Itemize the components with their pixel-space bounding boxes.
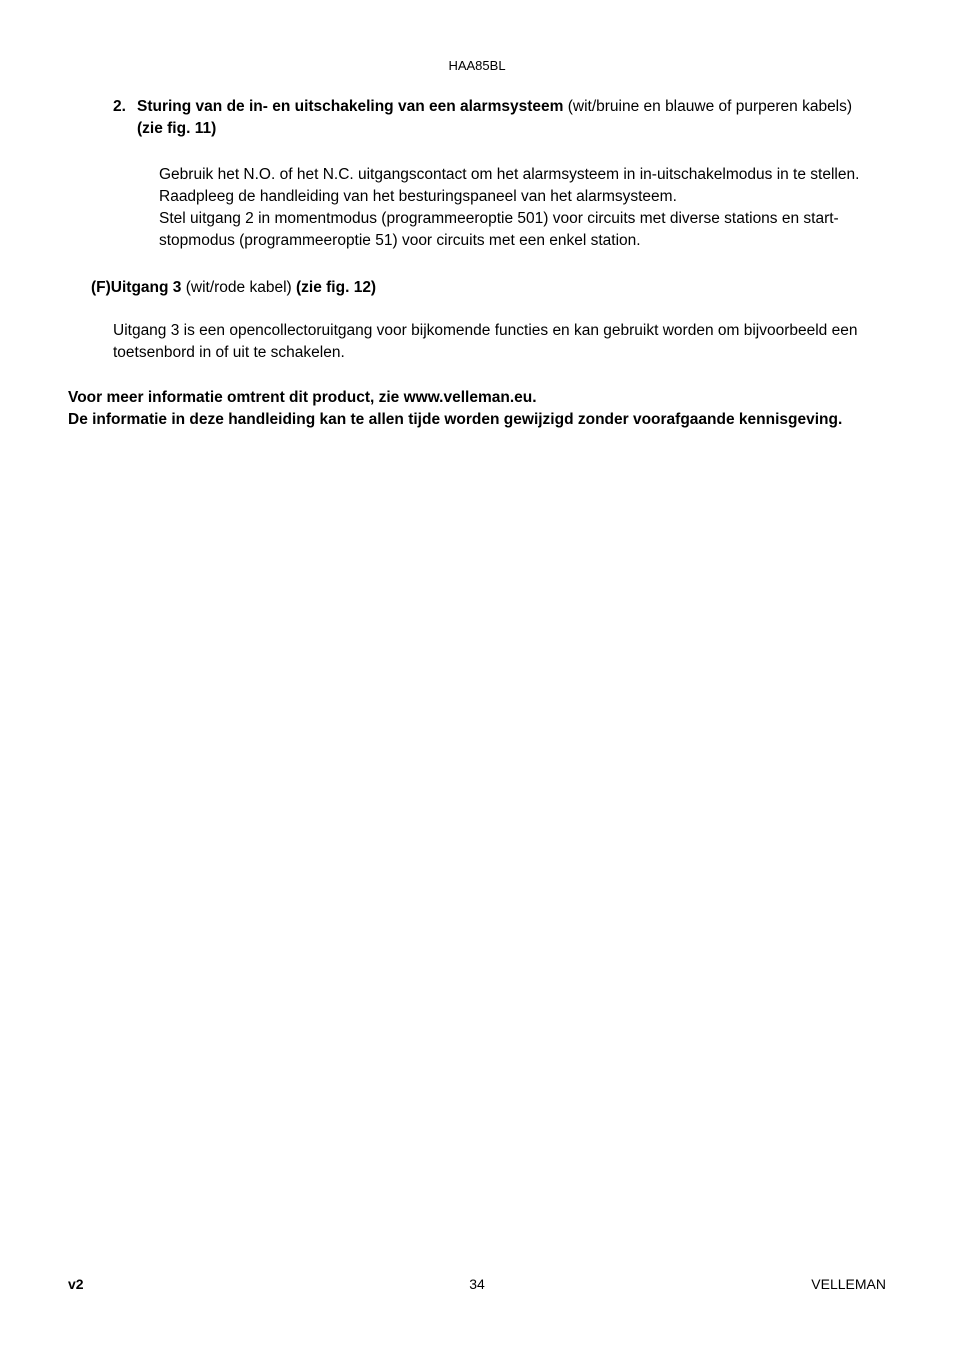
item-title-bold: Sturing van de in- en uitschakeling van een alarmsysteem <box>137 98 564 115</box>
list-number: 2. <box>113 98 126 115</box>
figure-reference: (zie fig. 11) <box>137 120 217 137</box>
section-title-bold: Uitgang 3 <box>110 279 182 296</box>
page-header-model: HAA85BL <box>448 58 506 73</box>
paragraph-line: Stel uitgang 2 in momentmodus (programmeeroptie 501) voor circuits met diverse stations en start- <box>159 210 839 227</box>
list-item-2 <box>113 96 893 140</box>
paragraph-line: Gebruik het N.O. of het N.C. uitgangscontact om het alarmsysteem in in-uitschakelmodus in te stellen. <box>159 166 860 183</box>
footer-page-number: 34 <box>469 1276 485 1292</box>
info-notice <box>68 387 908 431</box>
footer-version: v2 <box>68 1276 84 1292</box>
paragraph-alarm-control <box>159 164 899 252</box>
footer-brand: VELLEMAN <box>811 1276 886 1292</box>
paragraph-line: stopmodus (programmeeroptie 51) voor circuits met een enkel station. <box>159 232 641 249</box>
section-title-normal: (wit/rode kabel) <box>181 279 296 296</box>
section-label: (F) <box>91 279 111 296</box>
info-line: De informatie in deze handleiding kan te allen tijde worden gewijzigd zonder voorafgaande kennisgeving. <box>68 411 843 428</box>
item-title-normal: (wit/bruine en blauwe of purperen kabels) <box>563 98 853 115</box>
paragraph-line: toetsenbord in of uit te schakelen. <box>113 344 345 361</box>
figure-reference: (zie fig. 12) <box>296 279 377 296</box>
item-title-line <box>137 96 893 118</box>
paragraph-line: Raadpleeg de handleiding van het besturingspaneel van het alarmsysteem. <box>159 188 677 205</box>
paragraph-output3 <box>113 320 893 364</box>
info-line: Voor meer informatie omtrent dit product, zie www.velleman.eu. <box>68 389 537 406</box>
paragraph-line: Uitgang 3 is een opencollectoruitgang voor bijkomende functies en kan gebruikt worden om bijvoorbeeld een <box>113 322 858 339</box>
section-f-heading <box>91 277 891 299</box>
